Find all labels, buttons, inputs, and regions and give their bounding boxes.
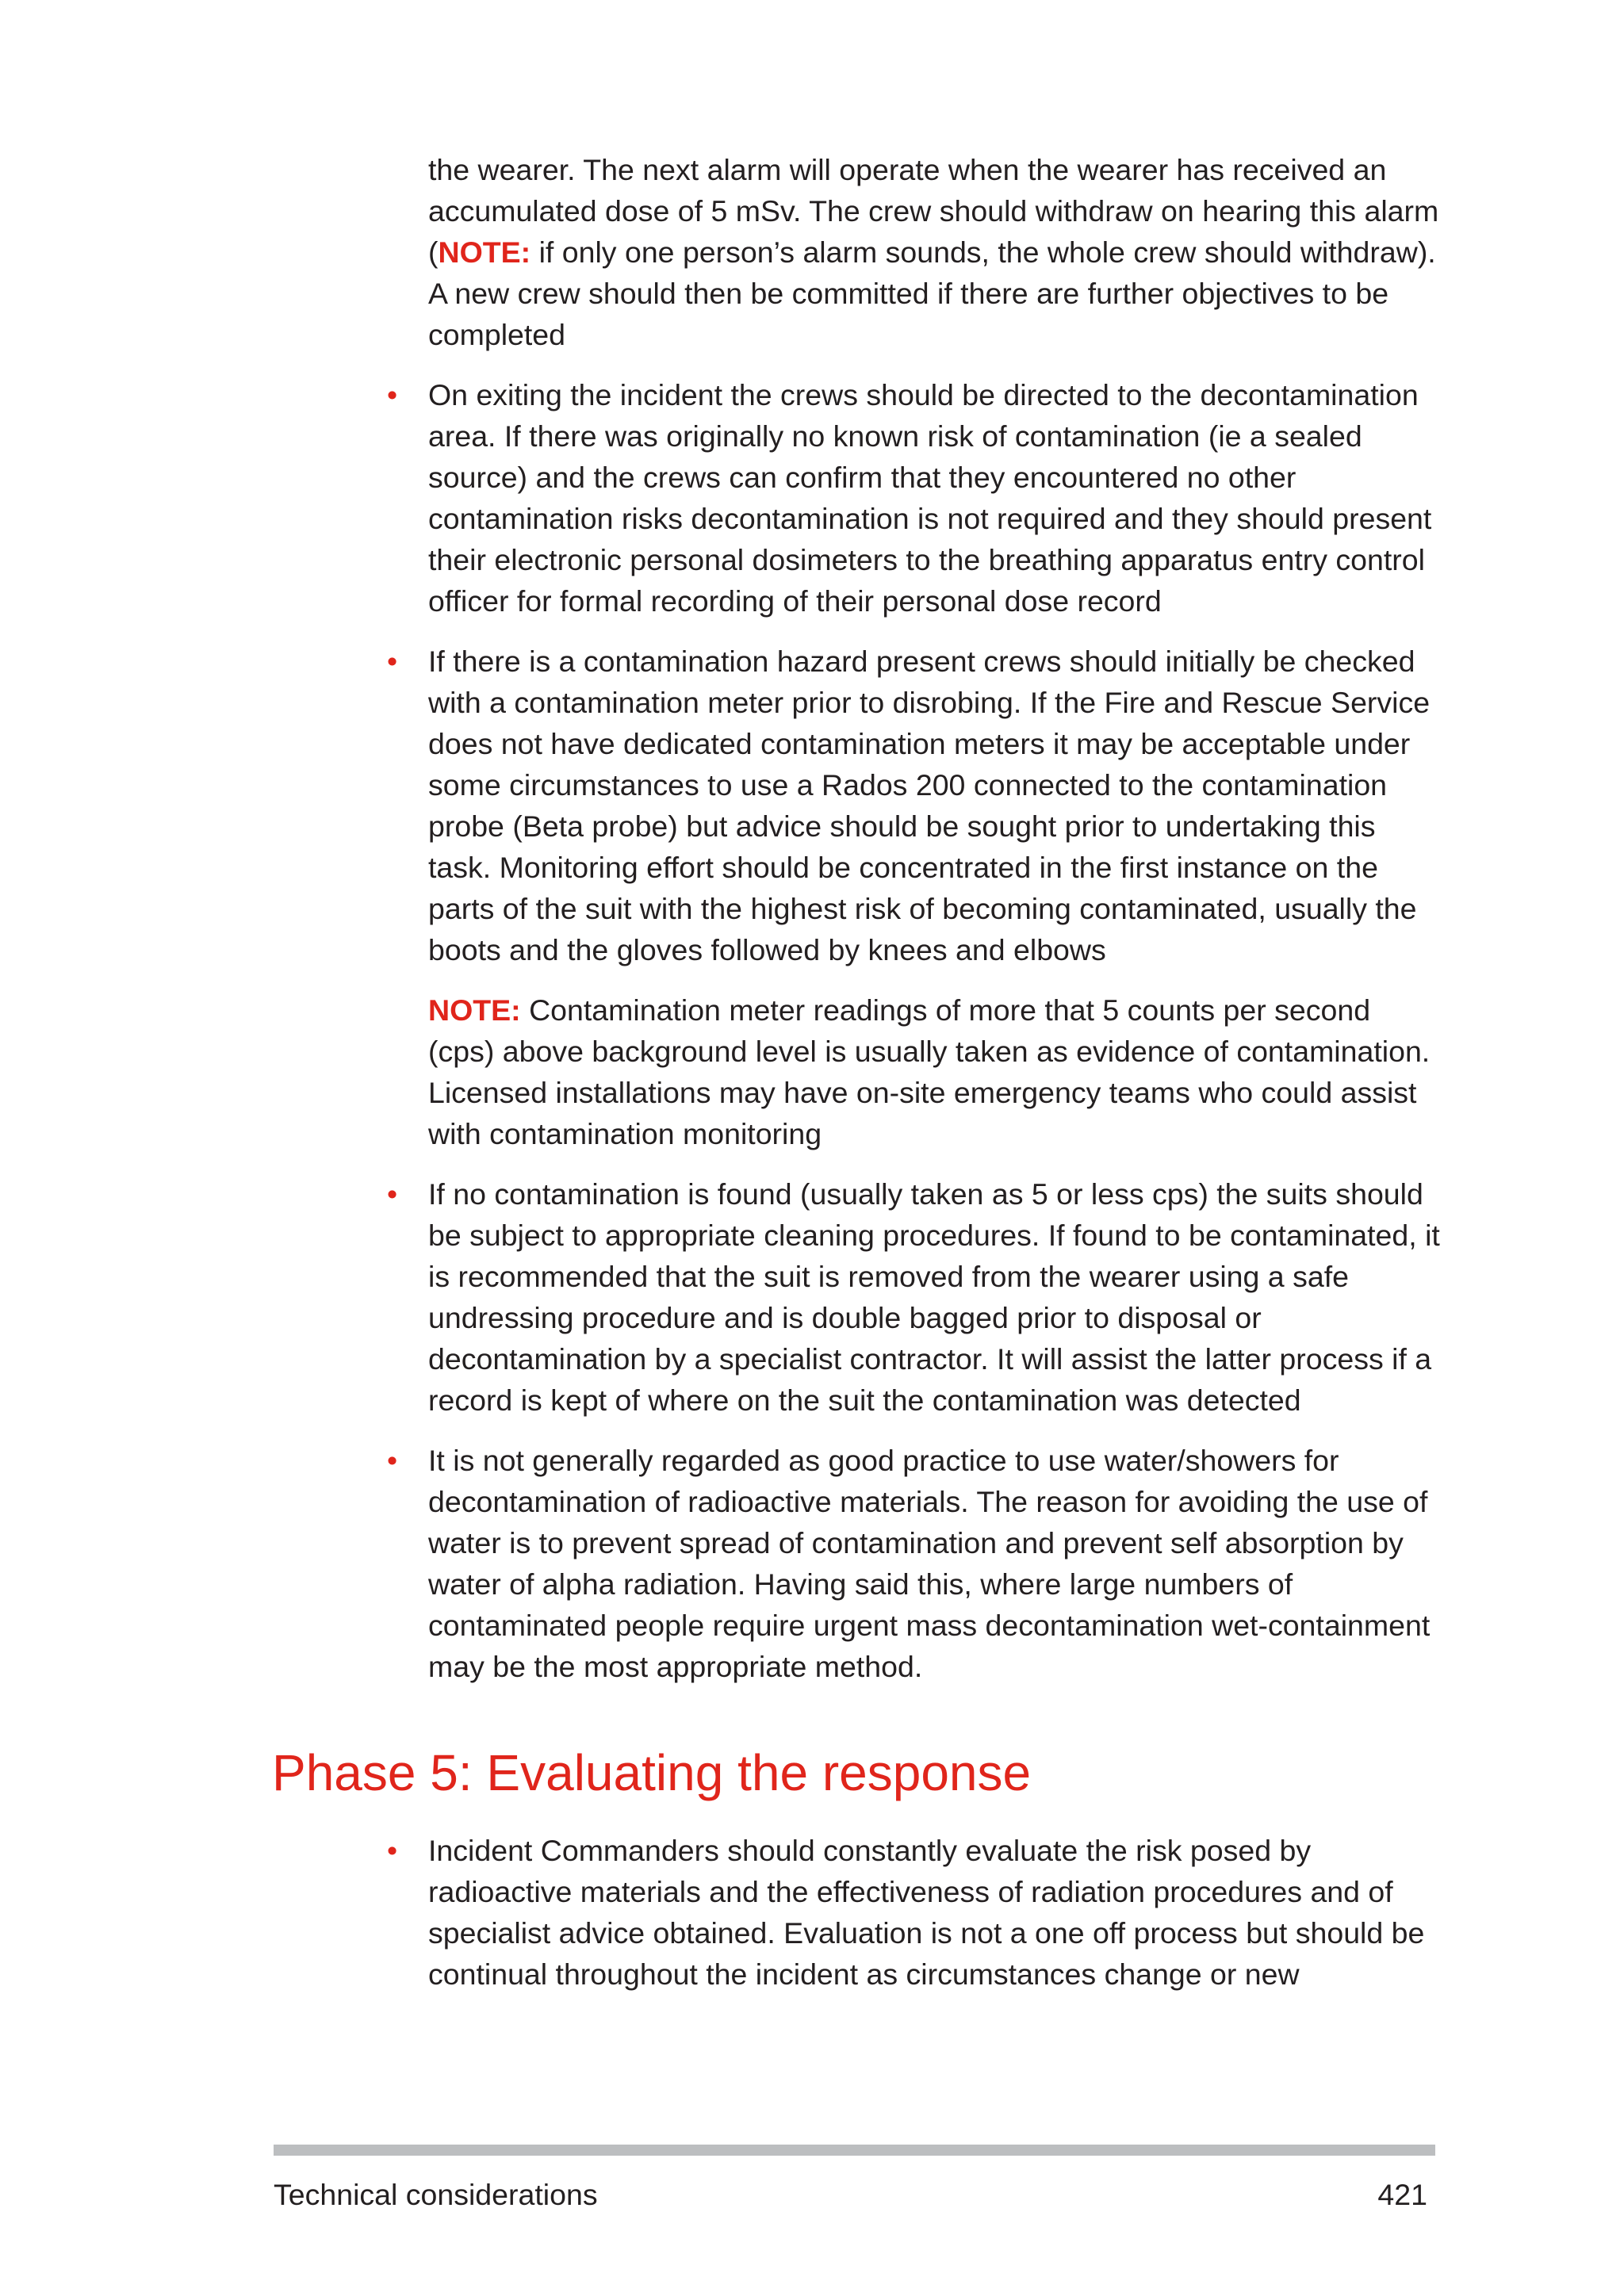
note-label: NOTE: bbox=[428, 993, 521, 1027]
footer-title: Technical considerations bbox=[274, 2178, 598, 2211]
bullet-icon: • bbox=[387, 1834, 398, 1867]
intro-note-label: NOTE: bbox=[438, 235, 531, 269]
bullet-item: • Incident Commanders should constantly evaluate the risk posed by radioactive materials and the effectiveness of radiation procedures and of specialist advice obtained. Evaluation is not a one off process but should be continual throughout the incident as circumstances change or new bbox=[428, 1830, 1443, 1995]
bullet-item: • On exiting the incident the crews should be directed to the decontamination area. If there was originally no known risk of contamination (ie a sealed source) and the crews can confirm that they encountered no other contamination risks decontamination is not required and they should present their electronic personal dosimeters to the breathing apparatus entry control officer for formal recording of their personal dose record bbox=[428, 374, 1443, 622]
bullet-item: • If there is a contamination hazard present crews should initially be checked with a contamination meter prior to disrobing. If the Fire and Rescue Service does not have dedicated contamination meters it may be acceptable under some circumstances to use a Rados 200 connected to the contamination probe (Beta probe) but advice should be sought prior to undertaking this task. Monitoring effort should be concentrated in the first instance on the parts of the suit with the highest risk of becoming contaminated, usually the boots and the gloves followed by knees and elbows bbox=[428, 641, 1443, 970]
bullet-icon: • bbox=[387, 645, 398, 678]
page-number: 421 bbox=[1377, 2178, 1427, 2211]
footer-divider bbox=[274, 2145, 1435, 2156]
main-content bbox=[387, 149, 1443, 1706]
bullet-icon: • bbox=[387, 1444, 398, 1477]
bullet-icon: • bbox=[387, 1177, 398, 1211]
bullet-icon: • bbox=[387, 378, 398, 411]
bullet-item: • It is not generally regarded as good practice to use water/showers for decontamination of radioactive materials. The reason for avoiding the use of water is to prevent spread of contamination and prevent self absorption by water of alpha radiation. Having said this, where large numbers of contaminated people require urgent mass decontamination wet-containment may be the most appropriate method. bbox=[428, 1440, 1443, 1687]
section-content bbox=[387, 1830, 1443, 2014]
note-paragraph: NOTE: Contamination meter readings of more that 5 counts per second (cps) above background level is usually taken as evidence of contamination. Licensed installations may have on-site emergency teams who could assist with contamination monitoring bbox=[428, 993, 1431, 1150]
section-heading: Phase 5: Evaluating the response bbox=[272, 1744, 1032, 1801]
bullet-item: • If no contamination is found (usually taken as 5 or less cps) the suits should be subject to appropriate cleaning procedures. If found to be contaminated, it is recommended that the suit is removed from the wearer using a safe undressing procedure and is double bagged prior to disposal or decontamination by a specialist contractor. It will assist the latter process if a record is kept of where on the suit the contamination was detected bbox=[428, 1173, 1443, 1421]
intro-paragraph: the wearer. The next alarm will operate when the wearer has received an accumulated dose of 5 mSv. The crew should withdraw on hearing this alarm (NOTE: if only one person’s alarm sounds, the whole crew should withdraw). A new crew should then be committed if there are further objectives to be completed bbox=[428, 153, 1439, 351]
